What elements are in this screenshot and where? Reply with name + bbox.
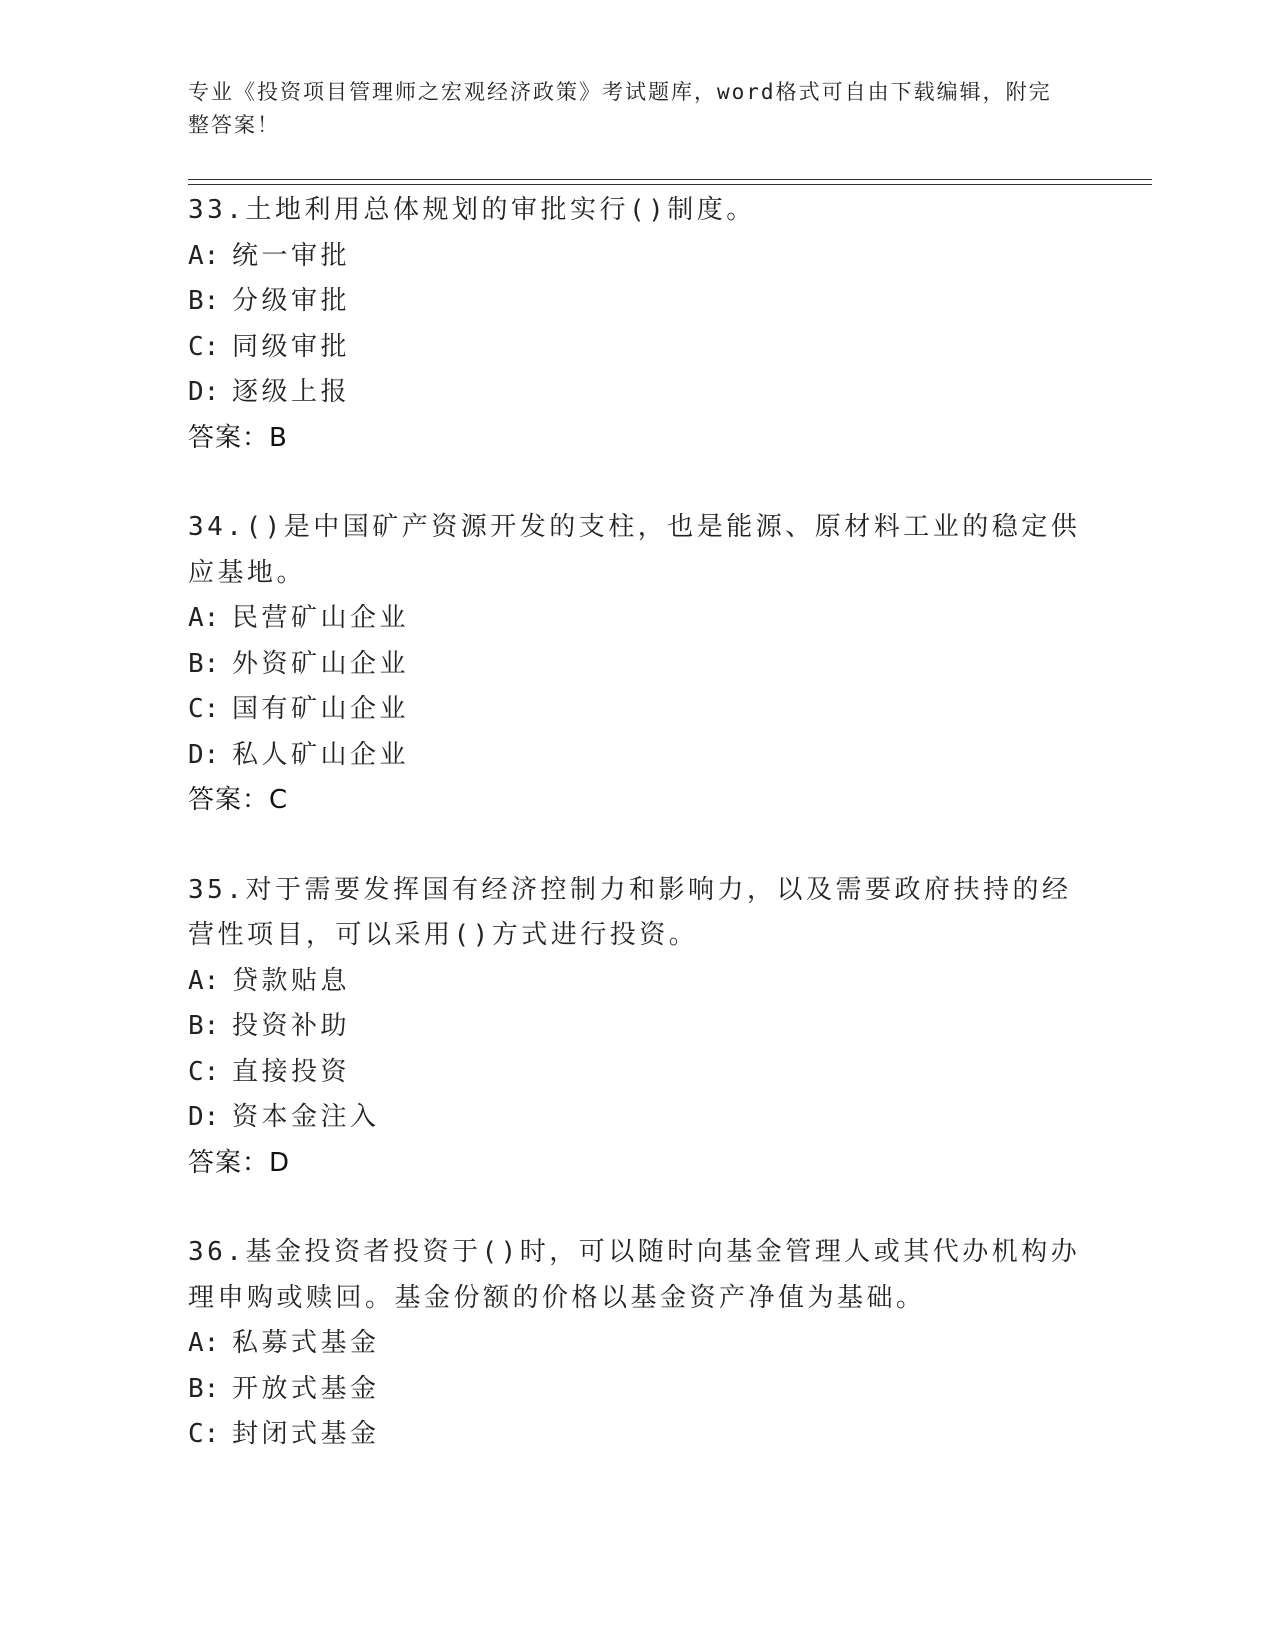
option-c — [188, 1412, 1088, 1458]
option-c — [188, 1050, 1088, 1096]
option-d — [188, 1095, 1088, 1141]
option-a — [188, 596, 1088, 642]
option-b — [188, 279, 1088, 325]
question-36 — [188, 1230, 1088, 1458]
option-letter: D: — [188, 377, 220, 407]
question-stem: 36.基金投资者投资于()时，可以随时向基金管理人或其代办机构办理申购或赎回。基金份额的价格以基金资产净值为基础。 — [188, 1237, 1081, 1313]
option-letter: C: — [188, 331, 220, 362]
option-text: 私人矿山企业 — [232, 739, 410, 770]
option-a — [188, 1321, 1088, 1367]
option-c — [188, 687, 1088, 733]
option-letter: D: — [188, 739, 220, 770]
header-divider-bottom — [188, 184, 1152, 185]
question-stem: 33.土地利用总体规划的审批实行()制度。 — [188, 195, 756, 225]
option-letter: D: — [188, 1102, 220, 1132]
question-34 — [188, 505, 1088, 824]
answer-line: 答案：C — [188, 785, 289, 815]
option-text: 统一审批 — [232, 240, 351, 271]
option-text: 贷款贴息 — [232, 965, 351, 996]
option-letter: A: — [188, 603, 220, 633]
question-stem: 34.()是中国矿产资源开发的支柱，也是能源、原材料工业的稳定供应基地。 — [188, 512, 1081, 588]
option-letter: C: — [188, 1419, 220, 1449]
option-text: 投资补助 — [232, 1011, 351, 1041]
option-letter: A: — [188, 240, 220, 271]
answer-line: 答案：D — [188, 1147, 291, 1178]
option-text: 同级审批 — [232, 331, 351, 362]
option-letter: B: — [188, 286, 220, 316]
option-text: 外资矿山企业 — [232, 648, 410, 679]
option-text: 民营矿山企业 — [232, 603, 410, 633]
option-text: 开放式基金 — [232, 1373, 380, 1404]
option-letter: B: — [188, 1011, 220, 1041]
option-letter: B: — [188, 648, 220, 679]
question-list — [188, 188, 1088, 1502]
header-divider-top — [188, 179, 1152, 180]
option-text: 逐级上报 — [232, 377, 351, 407]
option-text: 私募式基金 — [232, 1328, 380, 1358]
option-letter: A: — [188, 965, 220, 996]
question-33 — [188, 188, 1088, 461]
option-text: 直接投资 — [232, 1056, 351, 1087]
option-text: 资本金注入 — [232, 1102, 380, 1132]
option-b — [188, 1004, 1088, 1050]
option-b — [188, 642, 1088, 688]
option-c — [188, 325, 1088, 371]
option-d — [188, 370, 1088, 416]
question-stem: 35.对于需要发挥国有经济控制力和影响力，以及需要政府扶持的经营性项目，可以采用()方式进行投资。 — [188, 874, 1072, 950]
option-letter: B: — [188, 1373, 220, 1404]
document-header: 专业《投资项目管理师之宏观经济政策》考试题库，word格式可自由下载编辑，附完整答案！ — [188, 80, 1052, 137]
option-b — [188, 1367, 1088, 1413]
option-text: 封闭式基金 — [232, 1419, 380, 1449]
option-letter: C: — [188, 694, 220, 724]
option-letter: C: — [188, 1056, 220, 1087]
option-letter: A: — [188, 1328, 220, 1358]
option-d — [188, 733, 1088, 779]
option-text: 国有矿山企业 — [232, 694, 410, 724]
option-text: 分级审批 — [232, 286, 351, 316]
question-35 — [188, 868, 1088, 1187]
option-a — [188, 959, 1088, 1005]
option-a — [188, 234, 1088, 280]
answer-line: 答案：B — [188, 422, 288, 453]
